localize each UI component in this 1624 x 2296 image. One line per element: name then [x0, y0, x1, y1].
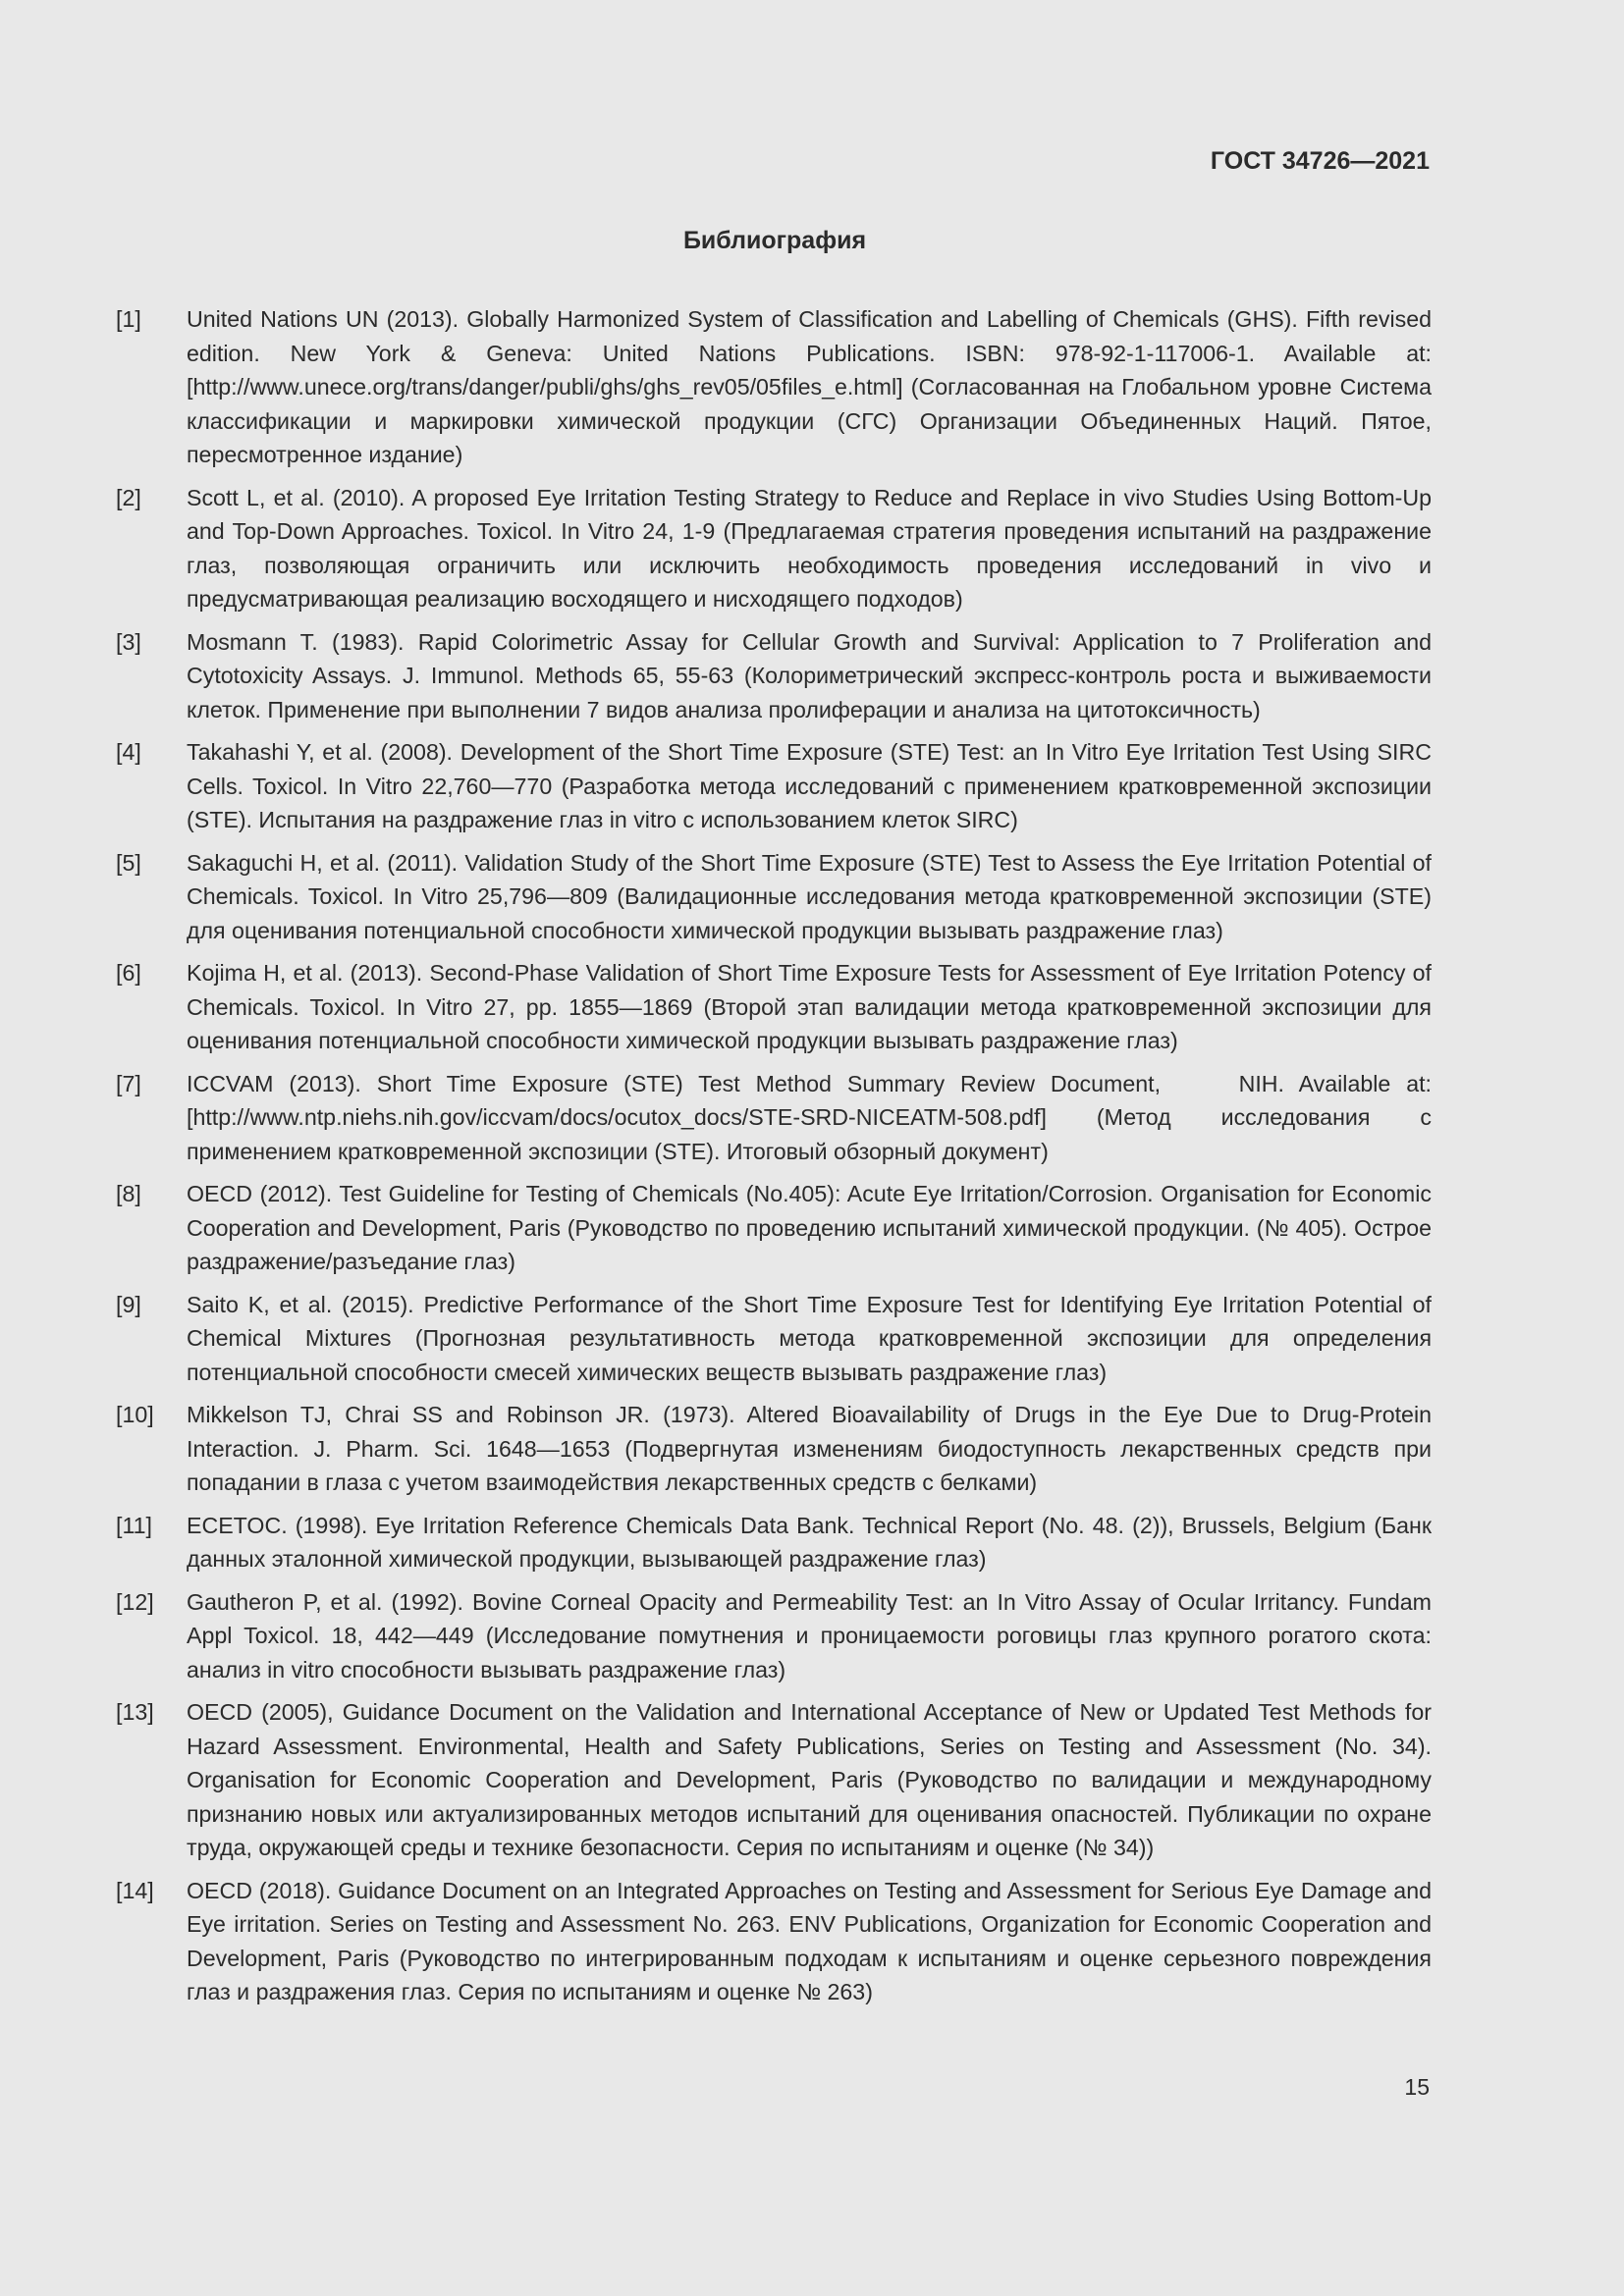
entry-number: [9]: [116, 1291, 141, 1317]
entry-text: Mosmann T. (1983). Rapid Colorimetric Assay for Cellular Growth and Survival: Application to 7 Proliferation and Cytotoxicity Assays. J. Immunol. Methods 65, 55-63 (Колориметрический экспресс-контроль роста и выживаемости клеток. Применение при выполнении 7 видов анализа пролиферации и анализа на цитотоксичность): [187, 628, 1432, 722]
entry-number: [4]: [116, 739, 141, 765]
entry-number: [14]: [116, 1877, 154, 1903]
entry-text: OECD (2018). Guidance Document on an Integrated Approaches on Testing and Assessment for Serious Eye Damage and Eye irritation. Series on Testing and Assessment No. 263. ENV Publications, Organization for Economic Cooperation and Development, Paris (Руководство по интегрированным подходам к испытаниям и оценке серьезного повреждения глаз и раздражения глаз. Серия по испытаниям и оценке № 263): [187, 1877, 1432, 2004]
entry-number: [7]: [116, 1070, 141, 1096]
bibliography-entry: [116, 1585, 1432, 1687]
bibliography-entry: [116, 1509, 1432, 1576]
bibliography-list: [116, 302, 1438, 2018]
entry-text: Scott L, et al. (2010). A proposed Eye Irritation Testing Strategy to Reduce and Replace in vivo Studies Using Bottom-Up and Top-Down Approaches. Toxicol. In Vitro 24, 1-9 (Предлагаемая стратегия проведения испытаний на раздражение глаз, позволяющая ограничить или исключить необходимость проведения исследований in vivo и предусматривающая реализацию восходящего и нисходящего подходов): [187, 484, 1432, 612]
entry-text: United Nations UN (2013). Globally Harmonized System of Classification and Labelling of Chemicals (GHS). Fifth revised edition. New York & Geneva: United Nations Publications. ISBN: 978-92-1-117006-1. Available at: [http://www.unece.org/trans/danger/publi/ghs/ghs_rev05/05files_e.html] (Согласованная на Глобальном уровне Система классификации и маркировки химической продукции (СГС) Организации Объединенных Наций. Пятое, пересмотренное издание): [187, 306, 1432, 467]
entry-number: [8]: [116, 1181, 141, 1206]
entry-text: ICCVAM (2013). Short Time Exposure (STE) Test Method Summary Review Document, NIH. Available at: [http://www.ntp.niehs.nih.gov/iccvam/docs/ocutox_docs/STE-SRD-NICEATM-508.pdf] (Метод исследования с применением кратковременной экспозиции (STE). Итоговый обзорный документ): [187, 1070, 1438, 1164]
entry-number: [2]: [116, 484, 141, 510]
bibliography-entry: [116, 956, 1432, 1058]
bibliography-entry: [116, 735, 1432, 837]
entry-text: OECD (2005), Guidance Document on the Validation and International Acceptance of New or Updated Test Methods for Hazard Assessment. Environmental, Health and Safety Publications, Series on Testing and Assessment (No. 34). Organisation for Economic Cooperation and Development, Paris (Руководство по валидации и международному признанию новых или актуализированных методов испытаний для оценивания опасностей. Публикации по охране труда, окружающей среды и технике безопасности. Серия по испытаниям и оценке (№ 34)): [187, 1699, 1432, 1860]
document-code: ГОСТ 34726—2021: [1210, 147, 1430, 175]
bibliography-entry: [116, 1874, 1432, 2009]
entry-text: ECETOC. (1998). Eye Irritation Reference Chemicals Data Bank. Technical Report (No. 48. (2)), Brussels, Belgium (Банк данных эталонной химической продукции, вызывающей раздражение глаз): [187, 1512, 1432, 1572]
bibliography-entry: [116, 302, 1432, 472]
entry-number: [3]: [116, 628, 141, 655]
entry-number: [5]: [116, 849, 141, 876]
page-title: Библиография: [682, 227, 867, 254]
entry-number: [13]: [116, 1699, 154, 1725]
bibliography-entry: [116, 846, 1432, 948]
bibliography-entry: [116, 1177, 1432, 1279]
entry-number: [12]: [116, 1588, 154, 1615]
entry-number: [10]: [116, 1402, 154, 1427]
bibliography-entry: [116, 1398, 1432, 1500]
entry-text: Mikkelson TJ, Chrai SS and Robinson JR. (1973). Altered Bioavailability of Drugs in the Eye Due to Drug-Protein Interaction. J. Pharm. Sci. 1648—1653 (Подвергнутая изменениям биодоступность лекарственных средств при попадании в глаза с учетом взаимодействия лекарственных средств с белками): [187, 1402, 1432, 1495]
bibliography-entry: [116, 481, 1432, 616]
entry-text: Gautheron P, et al. (1992). Bovine Corneal Opacity and Permeability Test: an In Vitro Assay of Ocular Irritancy. Fundam Appl Toxicol. 18, 442—449 (Исследование помутнения и проницаемости роговицы глаз крупного рогатого скота: анализ in vitro способности вызывать раздражение глаз): [187, 1588, 1432, 1682]
entry-number: [11]: [116, 1512, 152, 1538]
page-number: 15: [1404, 2074, 1430, 2100]
entry-text: Kojima H, et al. (2013). Second-Phase Validation of Short Time Exposure Tests for Assessment of Eye Irritation Potency of Chemicals. Toxicol. In Vitro 27, pp. 1855—1869 (Второй этап валидации метода кратковременной экспозиции для оценивания потенциальной способности химической продукции вызывать раздражение глаз): [187, 960, 1432, 1053]
entry-number: [6]: [116, 960, 141, 986]
entry-text: Takahashi Y, et al. (2008). Development of the Short Time Exposure (STE) Test: an In Vitro Eye Irritation Test Using SIRC Cells. Toxicol. In Vitro 22,760—770 (Разработка метода исследований с применением кратковременной экспозиции (STE). Испытания на раздражение глаз in vitro с использованием клеток SIRC): [187, 739, 1432, 832]
entry-text: Sakaguchi H, et al. (2011). Validation Study of the Short Time Exposure (STE) Test to Assess the Eye Irritation Potential of Chemicals. Toxicol. In Vitro 25,796—809 (Валидационные исследования метода кратковременной экспозиции (STE) для оценивания потенциальной способности химической продукции вызывать раздражение глаз): [187, 849, 1432, 943]
bibliography-entry: [116, 1067, 1438, 1169]
entry-text: OECD (2012). Test Guideline for Testing of Chemicals (No.405): Acute Eye Irritation/Corrosion. Organisation for Economic Cooperation and Development, Paris (Руководство по проведению испытаний химической продукции. (№ 405). Острое раздражение/разъедание глаз): [187, 1181, 1432, 1274]
bibliography-entry: [116, 625, 1432, 727]
entry-text: Saito K, et al. (2015). Predictive Performance of the Short Time Exposure Test for Identifying Eye Irritation Potential of Chemical Mixtures (Прогнозная результативность метода кратковременной экспозиции для определения потенциальной способности смесей химических веществ вызывать раздражение глаз): [187, 1291, 1432, 1385]
bibliography-entry: [116, 1695, 1432, 1865]
bibliography-entry: [116, 1288, 1432, 1390]
entry-number: [1]: [116, 306, 141, 332]
